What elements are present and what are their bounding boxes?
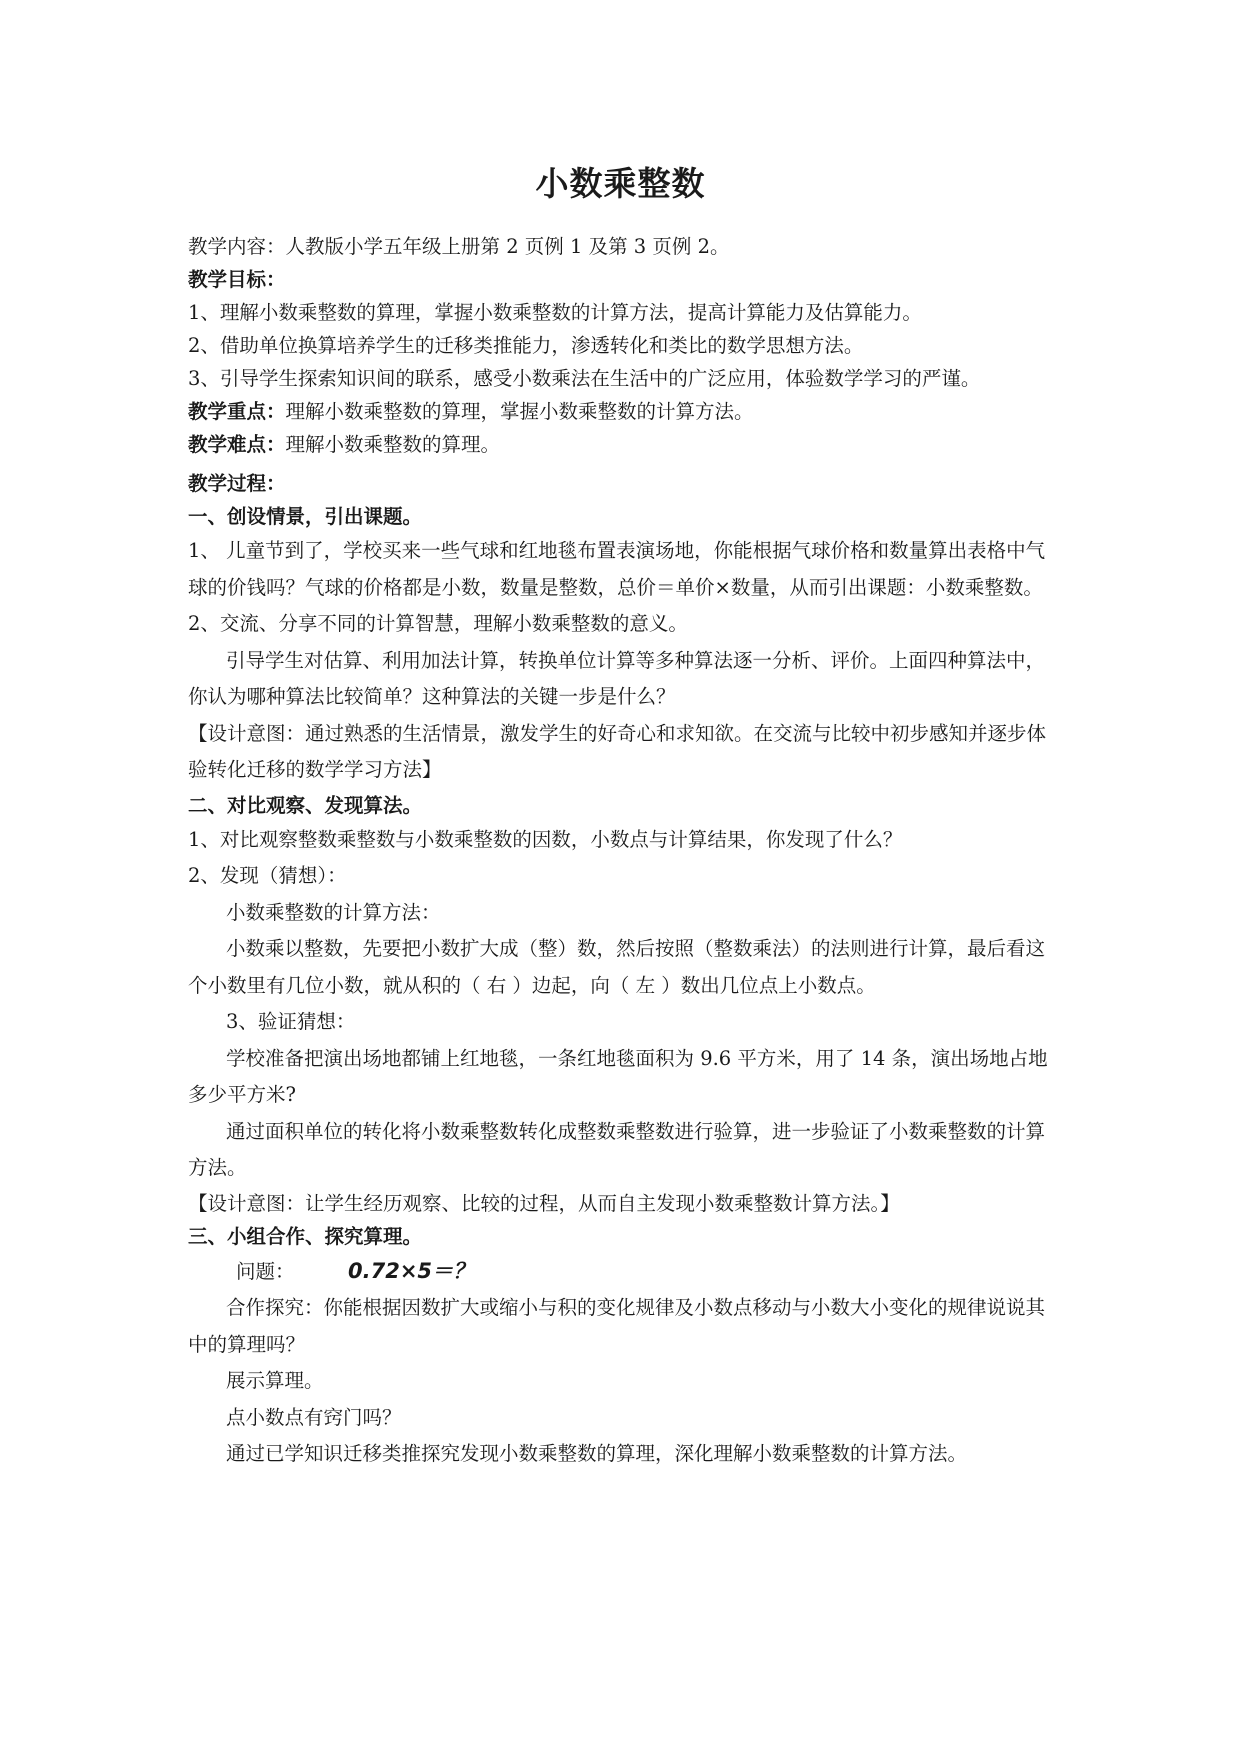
problem-line bbox=[188, 1253, 1058, 1291]
key-point-label: 教学重点： bbox=[188, 400, 286, 423]
problem-formula: 0.72×5＝？ bbox=[348, 1258, 475, 1283]
difficulty-label: 教学难点： bbox=[188, 433, 286, 456]
design-intent: 【设计意图：通过熟悉的生活情景，激发学生的好奇心和求知欲。在交流与比较中初步感知并逐步体验转化迁移的数学学习方法】 bbox=[188, 721, 1047, 781]
paragraph: 小数乘以整数，先要把小数扩大成（整）数，然后按照（整数乘法）的法则进行计算，最后看这个小数里有几位小数，就从积的（ 右 ）边起，向（ 左 ）数出几位点上小数点。 bbox=[188, 937, 1046, 997]
section-heading: 二、对比观察、发现算法。 bbox=[188, 793, 423, 817]
objective-item: 3、引导学生探索知识间的联系，感受小数乘法在生活中的广泛应用，体验数学学习的严谨。 bbox=[188, 367, 981, 390]
difficulty-text: 理解小数乘整数的算理。 bbox=[285, 433, 501, 456]
section-heading: 三、小组合作、探究算理。 bbox=[188, 1224, 423, 1248]
document-body bbox=[188, 230, 1058, 1473]
key-point-text: 理解小数乘整数的算理，掌握小数乘整数的计算方法。 bbox=[285, 400, 754, 423]
paragraph: 1、 儿童节到了，学校买来一些气球和红地毯布置表演场地，你能根据气球价格和数量算出表格中气球的价钱吗？气球的价格都是小数，数量是整数，总价＝单价×数量，从而引出课题：小数乘整数。 bbox=[188, 539, 1046, 599]
document-title: 小数乘整数 bbox=[535, 164, 706, 203]
paragraph: 通过面积单位的转化将小数乘整数转化成整数乘整数进行验算，进一步验证了小数乘整数的计算方法。 bbox=[188, 1119, 1046, 1179]
paragraph: 展示算理。 bbox=[226, 1369, 324, 1392]
paragraph: 合作探究：你能根据因数扩大或缩小与积的变化规律及小数点移动与小数大小变化的规律说说其中的算理吗？ bbox=[188, 1296, 1046, 1356]
paragraph: 学校准备把演出场地都铺上红地毯，一条红地毯面积为 9.6 平方米，用了 14 条，演出场地占地多少平方米? bbox=[188, 1046, 1048, 1106]
paragraph: 引导学生对估算、利用加法计算，转换单位计算等多种算法逐一分析、评价。上面四种算法中，你认为哪种算法比较简单？这种算法的关键一步是什么？ bbox=[188, 648, 1046, 708]
problem-label: 问题： bbox=[236, 1259, 295, 1283]
difficulty bbox=[188, 428, 1058, 461]
paragraph: 通过已学知识迁移类推探究发现小数乘整数的算理，深化理解小数乘整数的计算方法。 bbox=[226, 1442, 968, 1465]
objective-item: 2、借助单位换算培养学生的迁移类推能力，渗透转化和类比的数学思想方法。 bbox=[188, 334, 864, 357]
objectives-heading: 教学目标： bbox=[188, 268, 286, 291]
paragraph: 2、发现（猜想）： bbox=[188, 864, 347, 887]
key-point bbox=[188, 395, 1058, 428]
process-heading: 教学过程： bbox=[188, 472, 286, 495]
paragraph: 小数乘整数的计算方法： bbox=[226, 900, 441, 924]
paragraph: 1、对比观察整数乘整数与小数乘整数的因数，小数点与计算结果，你发现了什么？ bbox=[188, 827, 903, 851]
paragraph: 点小数点有窍门吗？ bbox=[226, 1405, 402, 1429]
section-heading: 一、创设情景，引出课题。 bbox=[188, 505, 423, 528]
design-intent: 【设计意图：让学生经历观察、比较的过程，从而自主发现小数乘整数计算方法。】 bbox=[188, 1191, 900, 1215]
paragraph: 3、验证猜想： bbox=[226, 1010, 356, 1033]
paragraph: 2、交流、分享不同的计算智慧，理解小数乘整数的意义。 bbox=[188, 612, 688, 635]
objective-item: 1、理解小数乘整数的算理，掌握小数乘整数的计算方法，提高计算能力及估算能力。 bbox=[188, 301, 922, 324]
teaching-content: 教学内容：人教版小学五年级上册第 2 页例 1 及第 3 页例 2。 bbox=[188, 235, 730, 258]
